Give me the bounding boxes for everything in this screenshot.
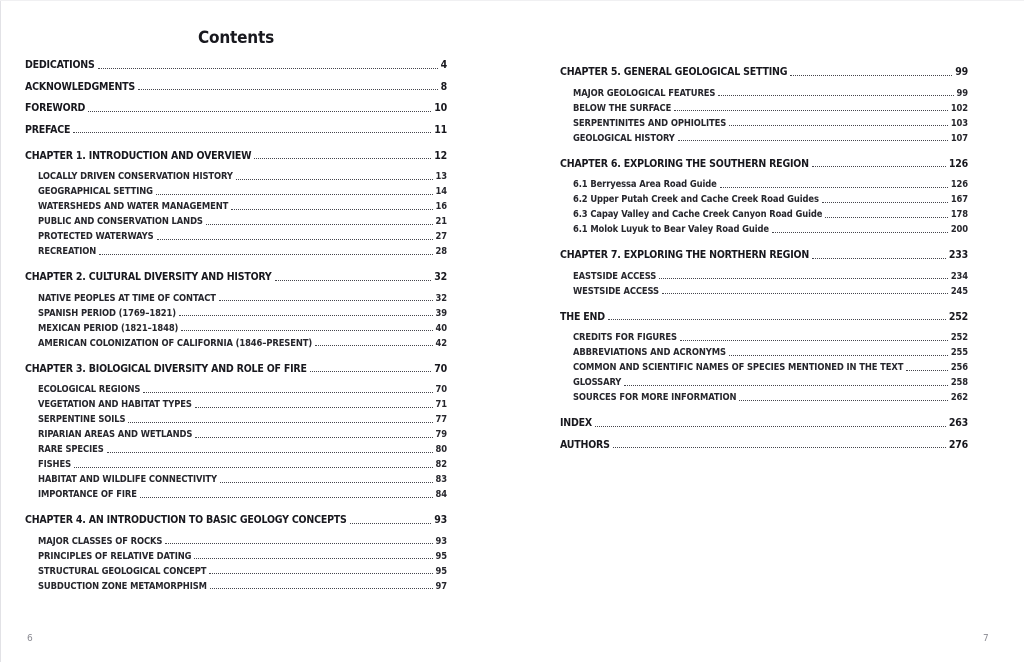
toc-entry-label: ACKNOWLEDGMENTS [25, 80, 136, 93]
toc-page-number: 40 [435, 322, 447, 334]
toc-dot-leader [718, 95, 953, 96]
toc-entry [560, 267, 968, 282]
toc-entry [25, 304, 447, 319]
toc-dot-leader [662, 293, 948, 294]
toc-entry [560, 358, 968, 373]
toc-entry-label: RARE SPECIES [38, 444, 104, 455]
toc-entry-label: CHAPTER 5. GENERAL GEOLOGICAL SETTING [560, 66, 788, 78]
toc-page-number: 95 [435, 565, 447, 577]
toc-entry-label: CHAPTER 6. EXPLORING THE SOUTHERN REGION [560, 157, 809, 170]
toc-dot-leader [107, 452, 433, 453]
toc-page-number: 14 [435, 186, 447, 197]
toc-group [25, 55, 447, 136]
toc-entry [25, 212, 447, 227]
toc-entry [560, 245, 968, 261]
toc-dot-leader [315, 345, 432, 346]
toc-entry [25, 55, 447, 71]
toc-entry [25, 267, 447, 283]
toc-left-rows [25, 55, 447, 592]
toc-dot-leader [128, 422, 432, 423]
toc-entry-label: INDEX [560, 417, 593, 429]
toc-entry-label: PROTECTED WATERWAYS [38, 231, 154, 242]
toc-entry-label: DEDICATIONS [25, 59, 95, 71]
toc-entry-label: STRUCTURAL GEOLOGICAL CONCEPT [38, 565, 207, 577]
toc-group [25, 267, 447, 349]
toc-dot-leader [659, 278, 948, 279]
toc-entry-label: MAJOR CLASSES OF ROCKS [38, 535, 163, 547]
toc-group [560, 62, 968, 144]
toc-entry [560, 175, 968, 190]
toc-entry [25, 227, 447, 242]
toc-entry [25, 485, 447, 500]
toc-dot-leader [720, 187, 948, 188]
toc-entry-label: RIPARIAN AREAS AND WETLANDS [38, 429, 193, 440]
toc-page-number: 93 [434, 514, 447, 526]
toc-dot-leader [209, 573, 432, 574]
toc-entry [560, 373, 968, 388]
toc-dot-leader [156, 194, 433, 195]
toc-entry [25, 562, 447, 577]
toc-entry-label: BELOW THE SURFACE [573, 102, 672, 114]
toc-dot-leader [220, 482, 433, 483]
toc-entry-label: CHAPTER 4. AN INTRODUCTION TO BASIC GEOLOGY CONCEPTS [25, 514, 347, 526]
toc-dot-leader [739, 400, 947, 401]
toc-entry [25, 242, 447, 257]
toc-page-number: 234 [950, 270, 968, 282]
toc-page-number: 32 [434, 271, 447, 283]
toc-dot-leader [98, 68, 438, 69]
toc-group [560, 245, 968, 297]
toc-entry [25, 410, 447, 425]
toc-page-number: 39 [435, 307, 447, 319]
toc-entry [25, 167, 447, 182]
toc-dot-leader [157, 239, 433, 240]
toc-entry-label: GEOLOGICAL HISTORY [573, 132, 675, 144]
toc-entry-label: 6.1 Molok Luyuk to Bear Valey Road Guide [573, 224, 770, 235]
toc-page-number: 107 [950, 132, 968, 144]
toc-entry [25, 425, 447, 440]
toc-entry-label: CHAPTER 2. CULTURAL DIVERSITY AND HISTORY [25, 271, 272, 283]
toc-entry [560, 154, 968, 170]
toc-dot-leader [231, 209, 432, 210]
toc-entry [25, 547, 447, 562]
folio-right: 7 [983, 633, 989, 644]
toc-entry-label: THE END [560, 310, 605, 323]
toc-entry-label: WESTSIDE ACCESS [573, 285, 659, 297]
toc-page-number: 83 [435, 474, 447, 485]
toc-dot-leader [729, 125, 948, 126]
toc-dot-leader [790, 75, 952, 76]
toc-entry-label: AMERICAN COLONIZATION OF CALIFORNIA (1846–PRESENT) [38, 337, 313, 349]
toc-page-number: 263 [948, 417, 968, 429]
toc-page-right [560, 52, 968, 456]
toc-dot-leader [825, 217, 948, 218]
toc-page-number: 71 [435, 399, 447, 410]
toc-entry-label: MAJOR GEOLOGICAL FEATURES [573, 87, 716, 99]
toc-entry-label: EASTSIDE ACCESS [573, 270, 657, 282]
page-edge-line [0, 0, 1, 662]
toc-group [560, 154, 968, 236]
toc-entry-label: VEGETATION AND HABITAT TYPES [38, 399, 192, 410]
toc-dot-leader [275, 280, 432, 281]
toc-page-left [25, 28, 447, 592]
toc-page-number: 27 [435, 231, 447, 242]
toc-entry [25, 182, 447, 197]
toc-entry-label: ABBREVIATIONS AND ACRONYMS [573, 347, 726, 358]
toc-page-number: 95 [435, 550, 447, 562]
toc-entry [25, 289, 447, 304]
toc-entry-label: FISHES [38, 459, 71, 470]
toc-page-number: 256 [950, 362, 968, 373]
toc-dot-leader [206, 224, 433, 225]
toc-page-number: 126 [950, 179, 968, 190]
toc-entry [25, 146, 447, 162]
toc-entry-label: PUBLIC AND CONSERVATION LANDS [38, 216, 203, 227]
toc-page-number: 167 [950, 194, 968, 205]
toc-dot-leader [772, 232, 948, 233]
toc-entry [560, 99, 968, 114]
toc-entry [25, 98, 447, 114]
toc-page-number: 252 [950, 332, 968, 343]
toc-page-number: 262 [950, 392, 968, 403]
toc-entry [560, 129, 968, 144]
toc-entry-label: PRINCIPLES OF RELATIVE DATING [38, 550, 192, 562]
toc-dot-leader [165, 543, 432, 544]
toc-group [25, 146, 447, 258]
toc-page-number: 42 [435, 337, 447, 349]
toc-entry [25, 334, 447, 349]
toc-entry-label: 6.1 Berryessa Area Road Guide [573, 179, 717, 190]
toc-entry-label: SUBDUCTION ZONE METAMORPHISM [38, 580, 207, 592]
toc-group [25, 510, 447, 592]
toc-group [560, 413, 968, 451]
toc-entry [560, 413, 968, 429]
toc-page-number: 276 [948, 438, 968, 451]
toc-entry [25, 197, 447, 212]
toc-entry-label: 6.3 Capay Valley and Cache Creek Canyon Road Guide [573, 209, 823, 220]
toc-entry-label: SERPENTINE SOILS [38, 414, 126, 425]
toc-entry [560, 190, 968, 205]
toc-page-number: 70 [435, 384, 447, 395]
toc-entry-label: AUTHORS [560, 438, 610, 451]
toc-page-number: 258 [950, 377, 968, 388]
toc-page-number: 99 [955, 66, 968, 78]
toc-dot-leader [138, 89, 438, 90]
toc-dot-leader [254, 158, 431, 159]
toc-entry [25, 455, 447, 470]
toc-dot-leader [181, 330, 432, 331]
toc-entry-label: RECREATION [38, 246, 97, 257]
toc-entry [560, 84, 968, 99]
folio-left: 6 [27, 633, 33, 644]
toc-entry-label: IMPORTANCE OF FIRE [38, 489, 137, 500]
toc-page-number: 233 [948, 249, 968, 261]
toc-dot-leader [219, 300, 433, 301]
toc-dot-leader [179, 315, 433, 316]
toc-entry-label: 6.2 Upper Putah Creek and Cache Creek Road Guides [573, 194, 819, 205]
toc-entry [560, 114, 968, 129]
toc-page-number: 255 [950, 347, 968, 358]
toc-entry-label: COMMON AND SCIENTIFIC NAMES OF SPECIES MENTIONED IN THE TEXT [573, 362, 904, 373]
toc-entry-label: FOREWORD [25, 102, 86, 114]
toc-page-number: 97 [435, 580, 447, 592]
toc-entry-label: HABITAT AND WILDLIFE CONNECTIVITY [38, 474, 217, 485]
toc-dot-leader [99, 254, 432, 255]
toc-entry [560, 343, 968, 358]
toc-entry-label: SPANISH PERIOD (1769–1821) [38, 307, 176, 319]
page-top-line [0, 0, 1024, 1]
toc-dot-leader [678, 140, 948, 141]
toc-page-number: 99 [956, 87, 968, 99]
toc-page-number: 70 [434, 362, 447, 375]
toc-dot-leader [613, 447, 946, 448]
toc-page-number: 11 [434, 123, 447, 136]
toc-page-number: 200 [950, 224, 968, 235]
toc-page-number: 178 [950, 209, 968, 220]
toc-dot-leader [595, 426, 946, 427]
toc-entry [560, 62, 968, 78]
toc-page-number: 16 [435, 201, 447, 212]
toc-dot-leader [140, 497, 433, 498]
toc-entry-label: CREDITS FOR FIGURES [573, 332, 677, 343]
toc-entry-label: CHAPTER 7. EXPLORING THE NORTHERN REGION [560, 249, 810, 261]
toc-page-number: 4 [440, 59, 447, 71]
toc-entry [25, 440, 447, 455]
toc-dot-leader [674, 110, 948, 111]
toc-entry [560, 307, 968, 323]
toc-dot-leader [812, 166, 946, 167]
toc-page-number: 93 [435, 535, 447, 547]
toc-entry [560, 388, 968, 403]
toc-dot-leader [812, 258, 946, 259]
toc-dot-leader [906, 370, 948, 371]
toc-entry [25, 577, 447, 592]
toc-page-number: 245 [950, 285, 968, 297]
toc-entry-label: WATERSHEDS AND WATER MANAGEMENT [38, 201, 229, 212]
toc-page-number: 28 [435, 246, 447, 257]
toc-dot-leader [195, 407, 433, 408]
toc-dot-leader [73, 132, 431, 133]
toc-entry-label: NATIVE PEOPLES AT TIME OF CONTACT [38, 292, 216, 304]
toc-dot-leader [194, 558, 432, 559]
toc-entry-label: ECOLOGICAL REGIONS [38, 384, 141, 395]
toc-entry-label: CHAPTER 3. BIOLOGICAL DIVERSITY AND ROLE OF FIRE [25, 362, 307, 375]
toc-entry-label: SERPENTINITES AND OPHIOLITES [573, 117, 727, 129]
toc-right-rows [560, 62, 968, 451]
toc-page-number: 103 [950, 117, 968, 129]
toc-entry-label: GLOSSARY [573, 377, 622, 388]
toc-entry [25, 395, 447, 410]
toc-entry [25, 77, 447, 93]
toc-entry [560, 282, 968, 297]
toc-page-number: 126 [948, 157, 968, 170]
toc-dot-leader [88, 111, 431, 112]
toc-dot-leader [310, 371, 431, 372]
toc-page-number: 13 [435, 171, 447, 182]
toc-dot-leader [608, 319, 946, 320]
toc-group [560, 307, 968, 404]
toc-entry [25, 380, 447, 395]
toc-page-number: 102 [950, 102, 968, 114]
toc-dot-leader [729, 355, 948, 356]
toc-entry [25, 120, 447, 136]
toc-page-number: 32 [435, 292, 447, 304]
toc-dot-leader [624, 385, 948, 386]
toc-page-number: 79 [435, 429, 447, 440]
toc-entry [25, 319, 447, 334]
toc-entry-label: MEXICAN PERIOD (1821–1848) [38, 322, 179, 334]
toc-entry [560, 205, 968, 220]
toc-entry [25, 532, 447, 547]
toc-dot-leader [195, 437, 432, 438]
toc-dot-leader [350, 523, 432, 524]
toc-dot-leader [236, 179, 433, 180]
toc-entry-label: PREFACE [25, 123, 71, 136]
toc-entry-label: LOCALLY DRIVEN CONSERVATION HISTORY [38, 171, 233, 182]
toc-dot-leader [680, 340, 948, 341]
toc-page-number: 80 [435, 444, 447, 455]
toc-page-number: 252 [948, 310, 968, 323]
toc-group [25, 359, 447, 501]
toc-dot-leader [210, 588, 433, 589]
toc-entry [25, 510, 447, 526]
toc-page-number: 77 [435, 414, 447, 425]
contents-title: Contents [197, 28, 275, 48]
toc-entry [25, 470, 447, 485]
toc-page-number: 82 [435, 459, 447, 470]
toc-page-number: 21 [435, 216, 447, 227]
toc-entry [560, 220, 968, 235]
toc-entry [25, 359, 447, 375]
toc-page-number: 10 [434, 102, 447, 114]
toc-entry-label: CHAPTER 1. INTRODUCTION AND OVERVIEW [25, 149, 252, 162]
toc-dot-leader [74, 467, 433, 468]
toc-entry-label: GEOGRAPHICAL SETTING [38, 186, 153, 197]
toc-page-number: 8 [440, 80, 447, 93]
toc-dot-leader [822, 202, 948, 203]
toc-dot-leader [143, 392, 432, 393]
toc-page-number: 12 [434, 149, 447, 162]
toc-entry [560, 328, 968, 343]
toc-page-number: 84 [435, 489, 447, 500]
toc-entry-label: SOURCES FOR MORE INFORMATION [573, 392, 737, 403]
toc-entry [560, 435, 968, 451]
